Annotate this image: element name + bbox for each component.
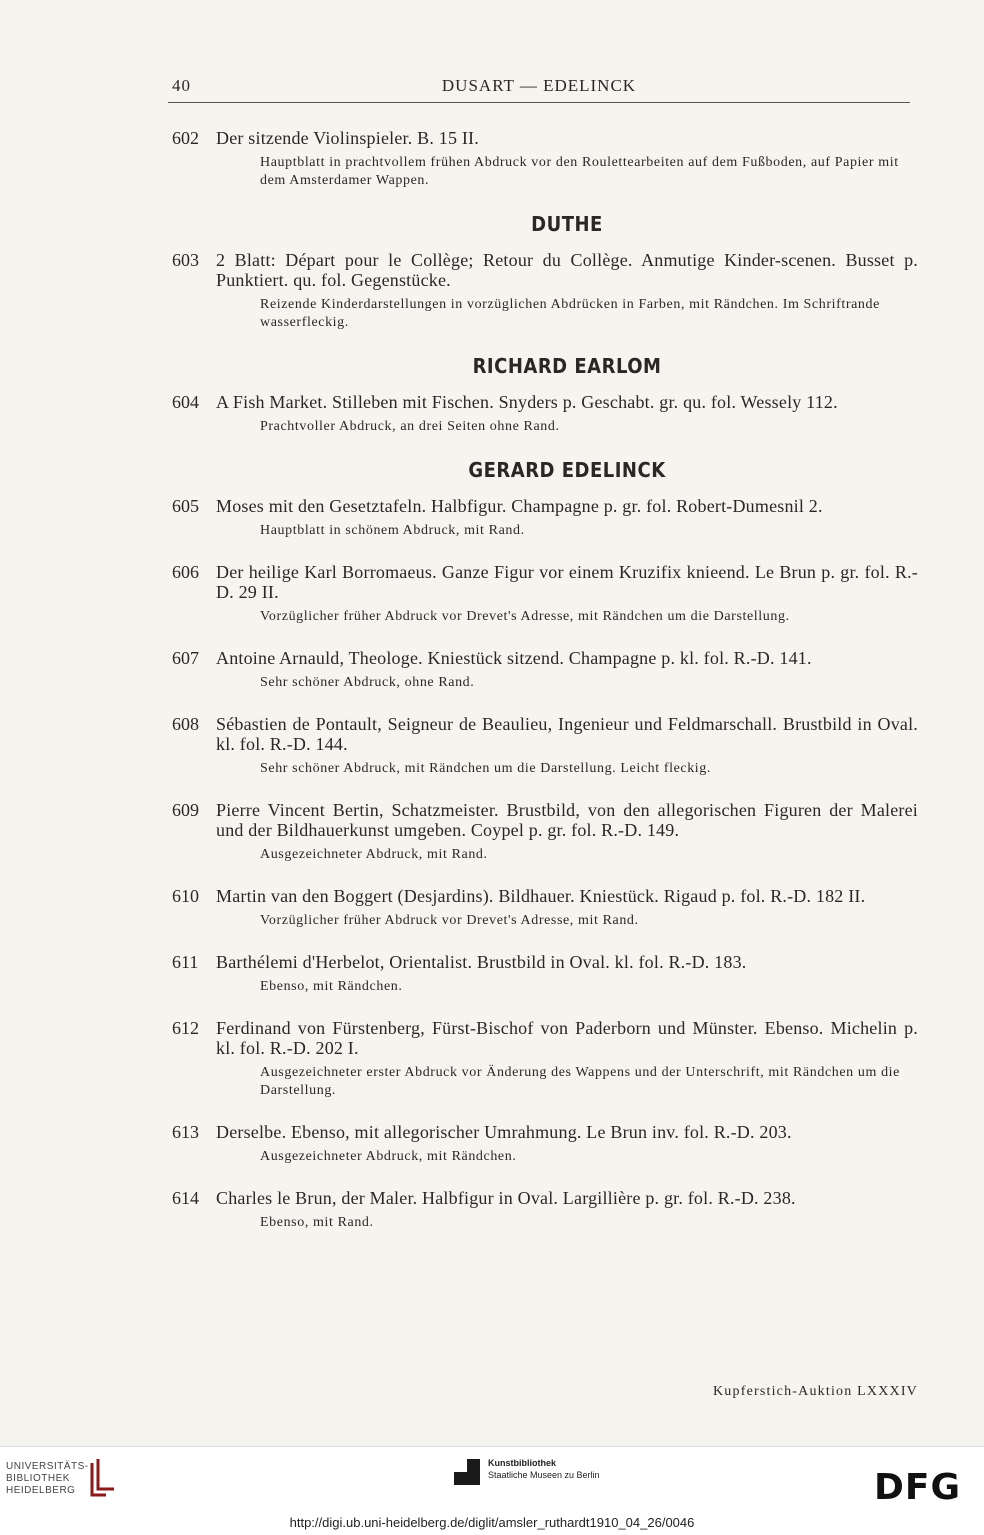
lot-title: Derselbe. Ebenso, mit allegorischer Umrahmung. Le Brun inv. fol. R.-D. 203.	[216, 1122, 792, 1142]
catalog-lot	[172, 392, 918, 436]
catalog-lot	[172, 714, 918, 778]
kunstbibliothek-logo-icon	[454, 1459, 480, 1485]
lot-number: 607	[172, 648, 199, 668]
catalog-lot	[172, 800, 918, 864]
catalog-lot	[172, 1018, 918, 1100]
lot-note: Sehr schöner Abdruck, mit Rändchen um die Darstellung. Leicht fleckig.	[260, 761, 712, 776]
lot-number: 611	[172, 952, 199, 972]
ub-heidelberg-logo-icon[interactable]	[88, 1455, 122, 1501]
lot-note: Ausgezeichneter Abdruck, mit Rand.	[260, 847, 488, 862]
viewer-footer	[0, 1446, 984, 1535]
lot-title: Barthélemi d'Herbelot, Orientalist. Brustbild in Oval. kl. fol. R.-D. 183.	[216, 952, 747, 972]
catalog-lot	[172, 648, 918, 692]
lot-note: Ausgezeichneter erster Abdruck vor Änderung des Wappens und der Unterschrift, mit Rändchen um die Darstellung.	[260, 1065, 900, 1098]
page-url[interactable]: http://digi.ub.uni-heidelberg.de/diglit/amsler_ruthardt1910_04_26/0046	[289, 1515, 695, 1530]
lot-number: 608	[172, 714, 199, 734]
section-heading: GERARD EDELINCK	[468, 458, 666, 482]
lot-note: Vorzüglicher früher Abdruck vor Drevet's Adresse, mit Rändchen um die Darstellung.	[260, 609, 790, 624]
lot-note: Prachtvoller Abdruck, an drei Seiten ohne Rand.	[260, 419, 560, 434]
lot-number: 602	[172, 128, 199, 148]
catalog-lot	[172, 250, 918, 332]
lot-number: 606	[172, 562, 199, 582]
lot-title: Martin van den Boggert (Desjardins). Bildhauer. Kniestück. Rigaud p. fol. R.-D. 182 II.	[216, 886, 866, 906]
catalog-lot	[172, 496, 918, 540]
page-header	[168, 76, 910, 103]
lot-title: 2 Blatt: Départ pour le Collège; Retour du Collège. Anmutige Kinder-scenen. Busset p. Punktiert. qu. fol. Gegenstücke.	[216, 250, 918, 290]
lot-note: Ebenso, mit Rändchen.	[260, 979, 403, 994]
catalog-lot	[172, 562, 918, 626]
catalog-lot	[172, 1188, 918, 1232]
lot-note: Sehr schöner Abdruck, ohne Rand.	[260, 675, 475, 690]
lot-title: Pierre Vincent Bertin, Schatzmeister. Brustbild, von den allegorischen Figuren der Malerei und der Bildhauerkunst umgeben. Coypel p. gr. fol. R.-D. 149.	[216, 800, 918, 840]
ub-label-line: UNIVERSITÄTS-	[6, 1461, 89, 1472]
dfg-logo[interactable]: DFG	[874, 1467, 962, 1508]
section-heading: DUTHE	[531, 212, 603, 236]
kb-name: Kunstbibliothek	[488, 1458, 556, 1468]
catalog-content	[172, 128, 918, 1254]
lot-note: Hauptblatt in prachtvollem frühen Abdruck vor den Roulettearbeiten auf dem Fußboden, auf Papier mit dem Amsterdamer Wappen.	[260, 155, 899, 188]
section-heading: RICHARD EARLOM	[472, 354, 662, 378]
lot-title: Der sitzende Violinspieler. B. 15 II.	[216, 128, 479, 148]
catalog-footer: Kupferstich-Auktion LXXXIV	[713, 1384, 918, 1399]
page-number: 40	[172, 76, 191, 95]
lot-number: 614	[172, 1188, 199, 1208]
lot-number: 604	[172, 392, 199, 412]
lot-title: Antoine Arnauld, Theologe. Kniestück sitzend. Champagne p. kl. fol. R.-D. 141.	[216, 648, 812, 668]
kb-sub: Staatliche Museen zu Berlin	[488, 1470, 600, 1480]
running-title: DUSART — EDELINCK	[441, 76, 637, 95]
ub-label-line: HEIDELBERG	[6, 1485, 76, 1496]
lot-title: Sébastien de Pontault, Seigneur de Beaulieu, Ingenieur und Feldmarschall. Brustbild in Oval. kl. fol. R.-D. 144.	[216, 714, 918, 754]
catalog-lot	[172, 952, 918, 996]
lot-note: Hauptblatt in schönem Abdruck, mit Rand.	[260, 523, 525, 538]
lot-number: 605	[172, 496, 199, 516]
lot-title: Charles le Brun, der Maler. Halbfigur in Oval. Largillière p. gr. fol. R.-D. 238.	[216, 1188, 796, 1208]
ub-label-line: BIBLIOTHEK	[6, 1473, 70, 1484]
lot-number: 609	[172, 800, 199, 820]
catalog-lot	[172, 1122, 918, 1166]
lot-title: Der heilige Karl Borromaeus. Ganze Figur vor einem Kruzifix knieend. Le Brun p. gr. fol. R.-D. 29 II.	[216, 562, 918, 602]
lot-number: 610	[172, 886, 199, 906]
catalog-lot	[172, 886, 918, 930]
lot-note: Ebenso, mit Rand.	[260, 1215, 374, 1230]
lot-note: Vorzüglicher früher Abdruck vor Drevet's Adresse, mit Rand.	[260, 913, 639, 928]
lot-title: Ferdinand von Fürstenberg, Fürst-Bischof von Paderborn und Münster. Ebenso. Michelin p. kl. fol. R.-D. 202 I.	[216, 1018, 918, 1058]
lot-title: Moses mit den Gesetztafeln. Halbfigur. Champagne p. gr. fol. Robert-Dumesnil 2.	[216, 496, 823, 516]
lot-number: 612	[172, 1018, 199, 1038]
lot-note: Reizende Kinderdarstellungen in vorzüglichen Abdrücken in Farben, mit Rändchen. Im Schriftrande wasserfleckig.	[260, 297, 880, 330]
lot-number: 603	[172, 250, 199, 270]
ub-heidelberg-label[interactable]	[6, 1461, 89, 1497]
lot-number: 613	[172, 1122, 199, 1142]
lot-title: A Fish Market. Stilleben mit Fischen. Snyders p. Geschabt. gr. qu. fol. Wessely 112.	[216, 392, 838, 412]
catalog-lot	[172, 128, 918, 190]
lot-note: Ausgezeichneter Abdruck, mit Rändchen.	[260, 1149, 517, 1164]
